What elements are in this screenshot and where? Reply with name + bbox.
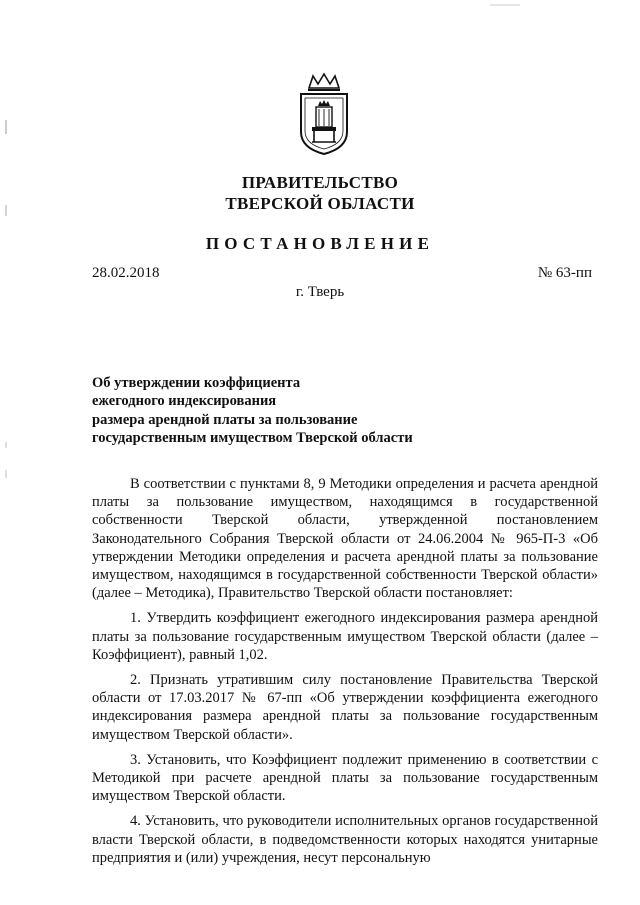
subject-line: Об утверждении коэффициента <box>92 375 301 391</box>
coat-of-arms-icon <box>297 72 351 156</box>
organization-name-line2: ТВЕРСКОЙ ОБЛАСТИ <box>225 194 415 213</box>
body-paragraph-item-1: 1. Утвердить коэффициент ежегодного индексирования размера арендной платы за пользование государственным имуществом Тверской области (далее – Коэффициент), равный 1,02. <box>92 610 598 663</box>
body-paragraph-item-4: 4. Установить, что руководители исполнительных органов государственной власти Тверской области, в подведомственности которых находятся унитарные предприятия и (или) учреждения, несут персональную <box>92 813 598 866</box>
document-subject <box>92 374 413 448</box>
subject-line: размера арендной платы за пользование <box>92 411 358 428</box>
body-paragraph-item-2: 2. Признать утратившим силу постановление Правительства Тверской области от 17.03.2017 № 67-пп «Об утверждении коэффициента ежегодного индексирования размера арендной платы за пользование государственным имуществом Тверской области». <box>92 672 598 743</box>
body-paragraph-preamble: В соответствии с пунктами 8, 9 Методики определения и расчета арендной платы за пользование имуществом, находящимся в государственной собственности Тверской области, утвержденной постановлением Законодательного Собрания Тверской области от 24.06.2004 № 965-П-3 «Об утверждении Методики определения и расчета арендной платы за пользование имуществом, находящимся в государственной собственности Тверской области» (далее – Методика), Правительство Тверской области постановляет: <box>92 476 598 602</box>
document-date: 28.02.2018 <box>92 265 160 281</box>
document-type: ПОСТАНОВЛЕНИЕ <box>205 234 435 253</box>
body-paragraph-item-3: 3. Установить, что Коэффициент подлежит применению в соответствии с Методикой при расчете арендной платы за пользование государственным имуществом Тверской области. <box>92 751 598 805</box>
document-body <box>92 475 598 867</box>
subject-line: государственным имуществом Тверской области <box>92 430 413 447</box>
organization-name-line1: ПРАВИТЕЛЬСТВО <box>241 173 399 192</box>
document-number: № 63-пп <box>537 265 592 281</box>
subject-line: ежегодного индексирования <box>92 393 277 410</box>
document-city: г. Тверь <box>295 284 345 300</box>
